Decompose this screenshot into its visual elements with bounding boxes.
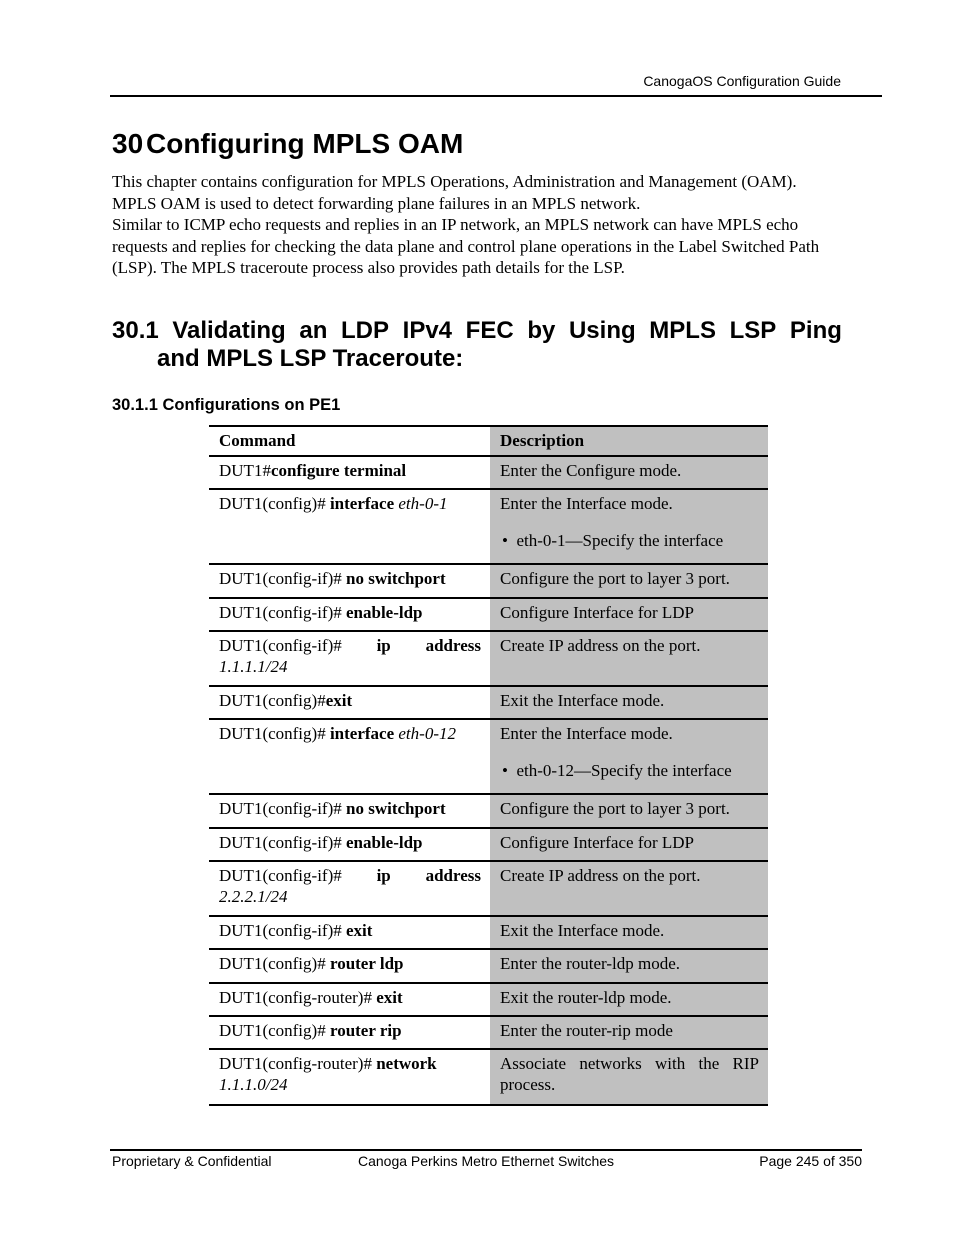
table-row: [209, 564, 768, 598]
command-cell: [209, 686, 490, 719]
command-keyword: ip: [376, 636, 391, 655]
command-keyword: no switchport: [346, 799, 446, 818]
table-row: [209, 598, 768, 631]
chapter-title: [112, 126, 463, 162]
description-cell: Exit the Interface mode.: [490, 916, 768, 949]
command-keyword: network: [376, 1054, 437, 1073]
section-word: Ping: [789, 317, 842, 344]
command-prompt: DUT1(config-router)#: [219, 988, 377, 1007]
command-cell: [209, 1016, 490, 1049]
chapter-number: 30: [112, 128, 144, 159]
section-title-line-1: [112, 317, 842, 345]
command-prompt: DUT1(config)#: [219, 691, 326, 710]
description-cell: [490, 719, 768, 794]
command-cell: [209, 949, 490, 983]
table-row: [209, 1049, 768, 1105]
chapter-intro: [112, 171, 842, 279]
command-keyword: interface: [329, 494, 395, 513]
command-prompt: DUT1#: [219, 461, 271, 480]
table-row: [209, 983, 768, 1016]
section-title-line-2: and MPLS LSP Traceroute:: [157, 345, 464, 372]
header-description: Description: [490, 426, 768, 456]
table-row: [209, 861, 768, 916]
section-word: Using: [568, 317, 636, 344]
description-cell: [490, 489, 768, 564]
command-keyword: address: [425, 866, 481, 885]
command-cell: [209, 828, 490, 861]
command-prompt: DUT1(config-if)#: [219, 921, 346, 940]
table-row: [209, 949, 768, 983]
command-cell: [209, 564, 490, 598]
description-bullet: • eth-0-1—Specify the interface: [502, 531, 724, 550]
command-cell: [209, 861, 490, 916]
command-prompt: DUT1(config-if)#: [219, 569, 346, 588]
command-argument: 1.1.1.0/24: [219, 1075, 288, 1094]
running-header: CanogaOS Configuration Guide: [643, 73, 841, 89]
section-number: 30.1: [112, 317, 159, 344]
command-argument: 2.2.2.1/24: [219, 887, 288, 906]
section-word: IPv4: [402, 317, 453, 344]
header-command: Command: [209, 426, 490, 456]
command-keyword: enable-ldp: [346, 833, 423, 852]
footer-rule: [110, 1149, 862, 1151]
header-rule: [110, 95, 882, 97]
command-cell: [209, 794, 490, 828]
command-keyword: configure terminal: [270, 461, 407, 480]
description-cell: Exit the Interface mode.: [490, 686, 768, 719]
command-keyword: router rip: [329, 1021, 402, 1040]
intro-paragraph-2: Similar to ICMP echo requests and replies in an IP network, an MPLS network can have MPLS echo requests and replies for checking the data plane and control plane operations in the Label Switched Path (LSP). The MPLS traceroute process also provides path details for the LSP.: [112, 215, 820, 278]
command-prompt: DUT1(config-router)#: [219, 1054, 377, 1073]
table-row: [209, 686, 768, 719]
section-word: LSP: [729, 317, 777, 344]
table-header-row: [209, 426, 768, 456]
description-cell: Create IP address on the port.: [490, 631, 768, 686]
description-cell: Configure Interface for LDP: [490, 828, 768, 861]
command-cell: [209, 983, 490, 1016]
table-row: [209, 719, 768, 794]
command-table: [209, 425, 768, 1106]
chapter-title-text: Configuring MPLS OAM: [146, 128, 464, 159]
command-cell: [209, 1049, 490, 1105]
bullet-text: eth-0-1—Specify the interface: [516, 531, 724, 550]
command-cell: [209, 631, 490, 686]
section-word: Validating: [172, 317, 286, 344]
command-prompt: DUT1(config-if)#: [219, 603, 346, 622]
command-cell: [209, 598, 490, 631]
command-cell: [209, 719, 490, 794]
description-cell: Associate networks with the RIP process.: [490, 1049, 768, 1105]
command-cell: [209, 916, 490, 949]
section-title: [112, 317, 842, 373]
command-keyword: no switchport: [346, 569, 446, 588]
command-keyword: ip: [376, 866, 391, 885]
description-cell: Configure the port to layer 3 port.: [490, 794, 768, 828]
description-text: Enter the Interface mode.: [500, 724, 673, 743]
section-word: an: [299, 317, 328, 344]
command-line-1: [219, 635, 481, 656]
command-prompt: DUT1(config-if)#: [219, 866, 342, 885]
command-keyword: address: [425, 636, 481, 655]
command-prompt: DUT1(config)#: [219, 954, 330, 973]
command-keyword: exit: [325, 691, 353, 710]
table-row: [209, 631, 768, 686]
section-word: MPLS: [649, 317, 716, 344]
description-text: Enter the Interface mode.: [500, 494, 673, 513]
command-cell: [209, 456, 490, 489]
description-cell: Enter the router-ldp mode.: [490, 949, 768, 983]
footer-product: Canoga Perkins Metro Ethernet Switches: [358, 1153, 615, 1169]
description-cell: Create IP address on the port.: [490, 861, 768, 916]
command-prompt: DUT1(config-if)#: [219, 833, 346, 852]
command-prompt: DUT1(config-if)#: [219, 636, 342, 655]
command-keyword: enable-ldp: [346, 603, 423, 622]
command-prompt: DUT1(config)#: [219, 724, 330, 743]
command-keyword: router ldp: [329, 954, 404, 973]
command-line-1: [219, 1053, 481, 1074]
command-keyword: exit: [376, 988, 403, 1007]
description-bullet: • eth-0-12—Specify the interface: [502, 761, 732, 780]
section-word: by: [527, 317, 556, 344]
footer-confidential: Proprietary & Confidential: [112, 1153, 272, 1169]
command-prompt: DUT1(config-if)#: [219, 799, 346, 818]
command-keyword: interface: [329, 724, 395, 743]
table-row: [209, 794, 768, 828]
table-row: [209, 489, 768, 564]
description-cell: Enter the Configure mode.: [490, 456, 768, 489]
bullet-text: eth-0-12—Specify the interface: [516, 761, 732, 780]
table-row: [209, 1016, 768, 1049]
table-row: [209, 456, 768, 489]
subsection-title: 30.1.1 Configurations on PE1: [112, 396, 341, 414]
command-line-1: [219, 865, 481, 886]
description-cell: Enter the router-rip mode: [490, 1016, 768, 1049]
description-cell: Configure the port to layer 3 port.: [490, 564, 768, 598]
command-keyword: exit: [346, 921, 373, 940]
command-prompt: DUT1(config)#: [219, 1021, 330, 1040]
description-cell: Configure Interface for LDP: [490, 598, 768, 631]
table-row: [209, 828, 768, 861]
section-word: FEC: [465, 317, 514, 344]
command-argument: eth-0-1: [394, 494, 448, 513]
intro-paragraph-1: This chapter contains configuration for MPLS Operations, Administration and Management (OAM). MPLS OAM is used to detect forwarding plane failures in an MPLS network.: [112, 172, 797, 213]
command-cell: [209, 489, 490, 564]
page-number: Page 245 of 350: [759, 1153, 862, 1169]
table-row: [209, 916, 768, 949]
section-word: LDP: [341, 317, 390, 344]
command-prompt: DUT1(config)#: [219, 494, 330, 513]
command-argument: 1.1.1.1/24: [219, 657, 288, 676]
command-argument: eth-0-12: [394, 724, 456, 743]
description-cell: Exit the router-ldp mode.: [490, 983, 768, 1016]
